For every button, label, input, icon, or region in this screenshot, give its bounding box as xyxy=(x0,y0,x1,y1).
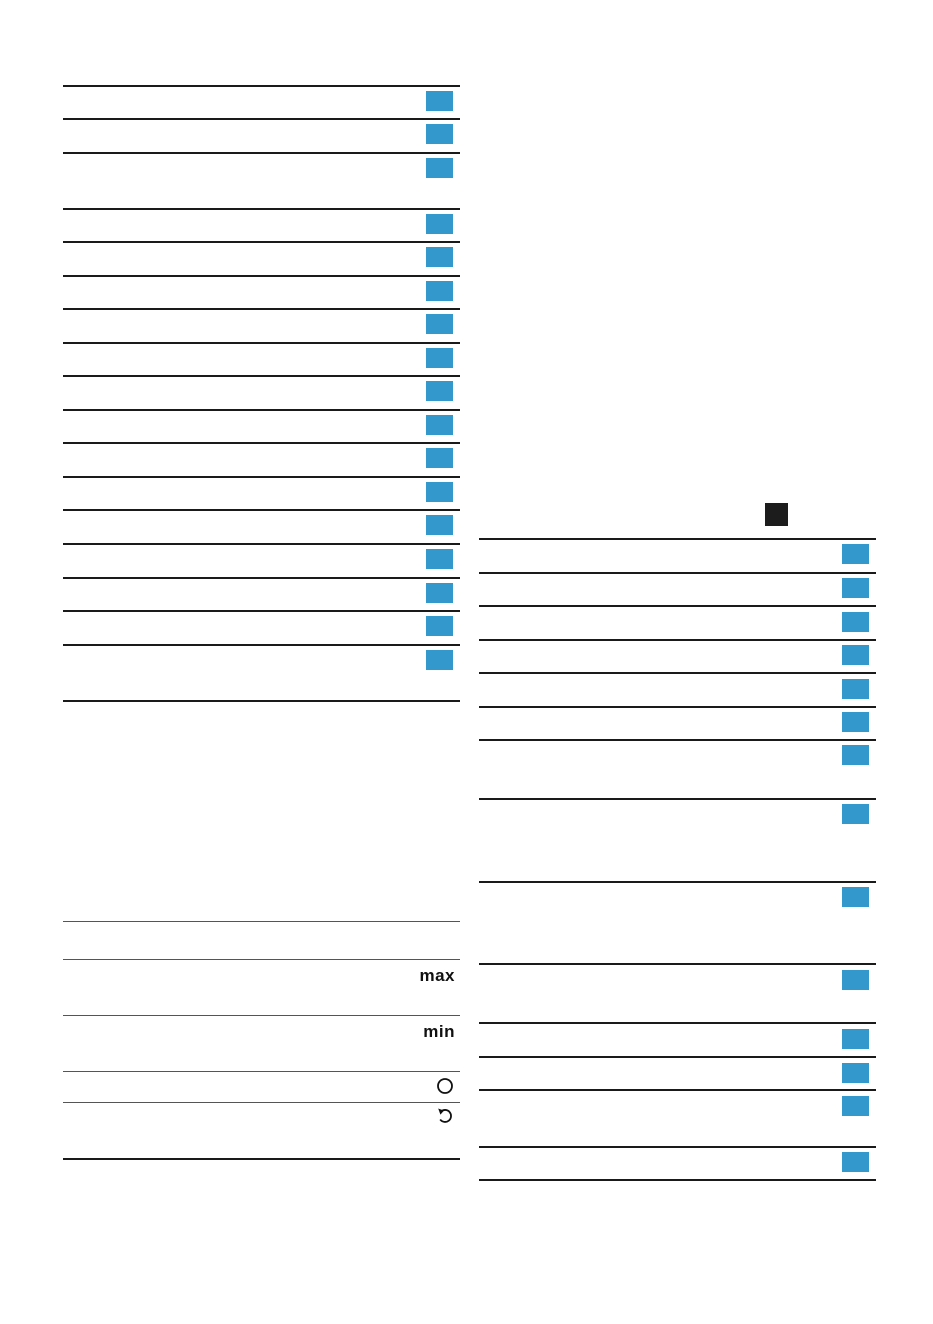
blue-square-marker xyxy=(842,544,869,564)
table-rule xyxy=(479,1089,876,1091)
table-rule xyxy=(479,672,876,674)
table-rule xyxy=(63,375,460,377)
blue-square-marker xyxy=(842,1096,869,1116)
blue-square-marker xyxy=(842,804,869,824)
circle-icon xyxy=(436,1077,454,1095)
black-square-marker xyxy=(765,503,788,526)
table-rule xyxy=(63,85,460,87)
table-rule xyxy=(63,509,460,511)
table-rule xyxy=(63,644,460,646)
blue-square-marker xyxy=(426,281,453,301)
table-rule xyxy=(479,605,876,607)
table-rule xyxy=(479,1146,876,1148)
blue-square-marker xyxy=(842,679,869,699)
blue-square-marker xyxy=(842,578,869,598)
max-symbol: max xyxy=(419,966,455,985)
table-rule xyxy=(63,700,460,702)
blue-square-marker xyxy=(426,549,453,569)
blue-square-marker xyxy=(426,415,453,435)
blue-square-marker xyxy=(426,314,453,334)
blue-square-marker xyxy=(426,381,453,401)
blue-square-marker xyxy=(426,124,453,144)
blue-square-marker xyxy=(842,1152,869,1172)
blue-square-marker xyxy=(842,612,869,632)
table-rule xyxy=(479,881,876,883)
blue-square-marker xyxy=(426,214,453,234)
blue-square-marker xyxy=(426,448,453,468)
table-rule xyxy=(63,1102,460,1103)
table-rule xyxy=(63,208,460,210)
blue-square-marker xyxy=(842,1029,869,1049)
blue-square-marker xyxy=(842,745,869,765)
table-rule xyxy=(479,739,876,741)
table-rule xyxy=(479,1056,876,1058)
table-rule xyxy=(63,1071,460,1072)
table-rule xyxy=(63,308,460,310)
table-rule xyxy=(479,538,876,540)
blue-square-marker xyxy=(426,583,453,603)
table-rule xyxy=(63,241,460,243)
blue-square-marker xyxy=(842,645,869,665)
table-rule xyxy=(63,409,460,411)
table-rule xyxy=(63,1158,460,1160)
table-rule xyxy=(63,921,460,922)
table-rule xyxy=(479,1179,876,1181)
blue-square-marker xyxy=(426,348,453,368)
blue-square-marker xyxy=(426,247,453,267)
blue-square-marker xyxy=(426,158,453,178)
blue-square-marker xyxy=(842,887,869,907)
table-rule xyxy=(63,543,460,545)
table-rule xyxy=(63,152,460,154)
table-rule xyxy=(63,959,460,960)
table-rule xyxy=(479,798,876,800)
table-rule xyxy=(63,275,460,277)
table-rule xyxy=(63,610,460,612)
table-rule xyxy=(63,442,460,444)
blue-square-marker xyxy=(426,482,453,502)
blue-square-marker xyxy=(842,712,869,732)
table-rule xyxy=(63,342,460,344)
blue-square-marker xyxy=(426,515,453,535)
table-rule xyxy=(63,476,460,478)
table-rule xyxy=(479,706,876,708)
table-rule xyxy=(63,577,460,579)
table-rule xyxy=(479,963,876,965)
blue-square-marker xyxy=(426,616,453,636)
blue-square-marker xyxy=(426,91,453,111)
blue-square-marker xyxy=(842,1063,869,1083)
min-symbol: min xyxy=(423,1022,455,1041)
table-rule xyxy=(63,1015,460,1016)
table-rule xyxy=(479,1022,876,1024)
table-rule xyxy=(63,118,460,120)
table-rule xyxy=(479,639,876,641)
rotate-arrow-icon xyxy=(435,1106,455,1126)
blue-square-marker xyxy=(426,650,453,670)
table-rule xyxy=(479,572,876,574)
blue-square-marker xyxy=(842,970,869,990)
